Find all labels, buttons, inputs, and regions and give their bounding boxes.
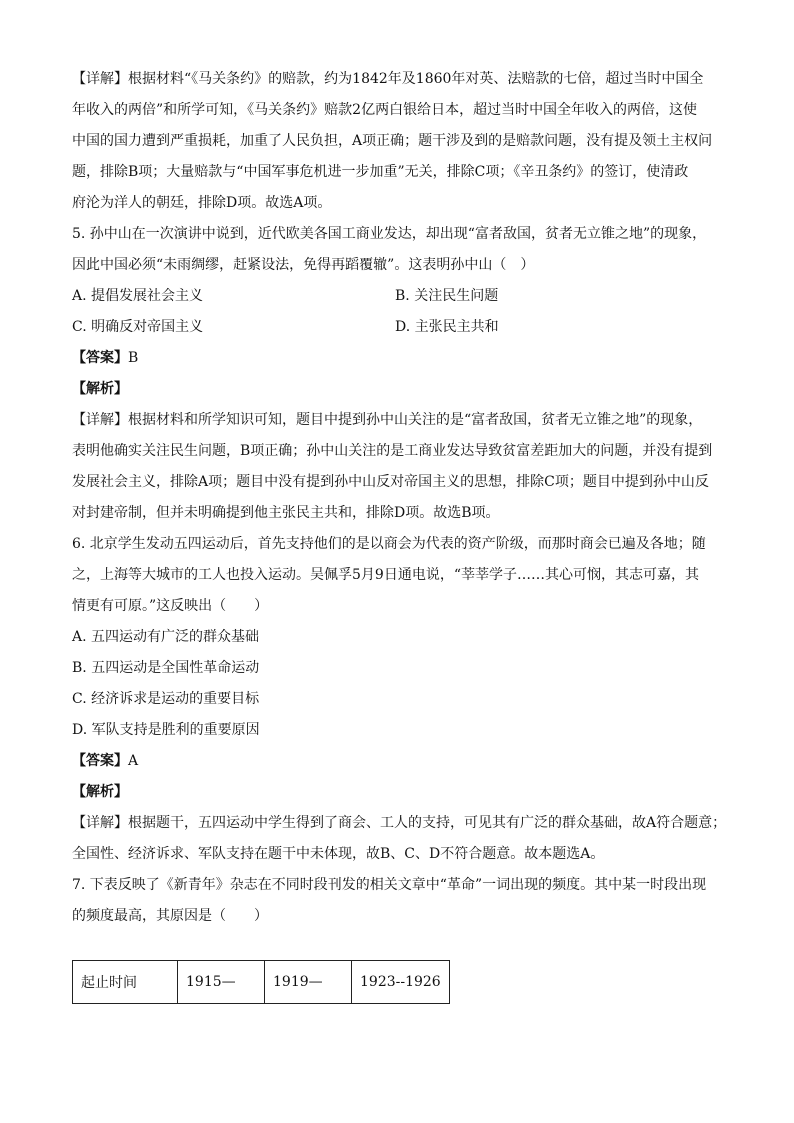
question-stem-line: 7. 下表反映了《新青年》杂志在不同时段刊发的相关文章中“革命”一词出现的频度。其中某一时段出现 [72,877,707,893]
question-stem-line: 情更有可原。”这反映出（ ） [72,598,269,614]
frequency-table [72,960,450,1004]
table-cell: 1923--1926 [352,961,450,1004]
text-line: 发展社会主义，排除A项；题目中没有提到孙中山反对帝国主义的思想，排除C项；题目中提到孙中山反 [72,474,709,490]
q4-detail [72,64,724,219]
text-line: 【详解】根据题干，五四运动中学生得到了商会、工人的支持，可见其有广泛的群众基础，故A符合题意； [72,815,727,831]
option-d: D. 军队支持是胜利的重要原因 [72,722,260,738]
table-cell: 1915— [178,961,265,1004]
text-line: 【详解】根据材料“《马关条约》的赔款，约为1842年及1860年对英、法赔款的七倍，超过当时中国全 [72,71,704,87]
options-row [72,281,724,312]
table-cell: 1919— [265,961,352,1004]
analysis-label: 【解析】 [72,784,128,800]
text-line: 题，排除B项；大量赔款与“中国军事危机进一步加重”无关，排除C项；《辛丑条约》的签订，使清政 [72,164,689,180]
text-line: 年收入的两倍”和所学可知，《马关条约》赔款2亿两白银给日本，超过当时中国全年收入的两倍，这使 [72,102,698,118]
option-d: D. 主张民主共和 [395,319,499,335]
option-b: B. 关注民生问题 [395,288,499,304]
text-line: 中国的国力遭到严重损耗，加重了人民负担，A项正确；题干涉及到的是赔款问题，没有提及领土主权问 [72,133,713,149]
option-a: A. 提倡发展社会主义 [72,288,204,304]
document-content [72,64,727,1004]
text-line: 【详解】根据材料和所学知识可知，题目中提到孙中山关注的是“富者敌国，贫者无立锥之地”的现象， [72,412,703,428]
answer-label: 【答案】 [72,350,128,366]
question-5 [72,219,724,529]
text-line: 表明他确实关注民生问题，B项正确；孙中山关注的是工商业发达导致贫富差距加大的问题，并没有提到 [72,443,713,459]
answer-label: 【答案】 [72,753,128,769]
question-stem-line: 的频度最高，其原因是（ ） [72,908,268,924]
text-line: 府沦为洋人的朝廷，排除D项。故选A项。 [72,195,332,211]
question-7 [72,870,724,1004]
option-c: C. 明确反对帝国主义 [72,319,204,335]
option-a: A. 五四运动有广泛的群众基础 [72,629,260,645]
analysis-label: 【解析】 [72,381,128,397]
question-stem-line: 因此中国必须“未雨绸缪，赶紧设法，免得再蹈覆辙”。这表明孙中山（ ） [72,257,535,273]
option-c: C. 经济诉求是运动的重要目标 [72,691,260,707]
answer-value: A [128,753,139,769]
answer-line [72,343,724,374]
table-row [73,961,450,1004]
question-6 [72,529,727,870]
table-cell: 起止时间 [73,961,178,1004]
option-b: B. 五四运动是全国性革命运动 [72,660,260,676]
text-line: 对封建帝制，但并未明确提到他主张民主共和，排除D项。故选B项。 [72,505,500,521]
answer-value: B [128,350,139,366]
options-row [72,312,724,343]
question-stem-line: 6. 北京学生发动五四运动后，首先支持他们的是以商会为代表的资产阶级，而那时商会已遍及各地；随 [72,536,706,552]
question-stem-line: 5. 孙中山在一次演讲中说到，近代欧美各国工商业发达，却出现“富者敌国，贫者无立锥之地”的现象， [72,226,707,242]
answer-line [72,746,724,777]
text-line: 全国性、经济诉求、军队支持在题干中未体现，故B、C、D不符合题意。故本题选A。 [72,846,605,862]
question-stem-line: 之，上海等大城市的工人也投入运动。吴佩孚5月9日通电说，“莘莘学子……其心可悯，其志可嘉，其 [72,567,699,583]
